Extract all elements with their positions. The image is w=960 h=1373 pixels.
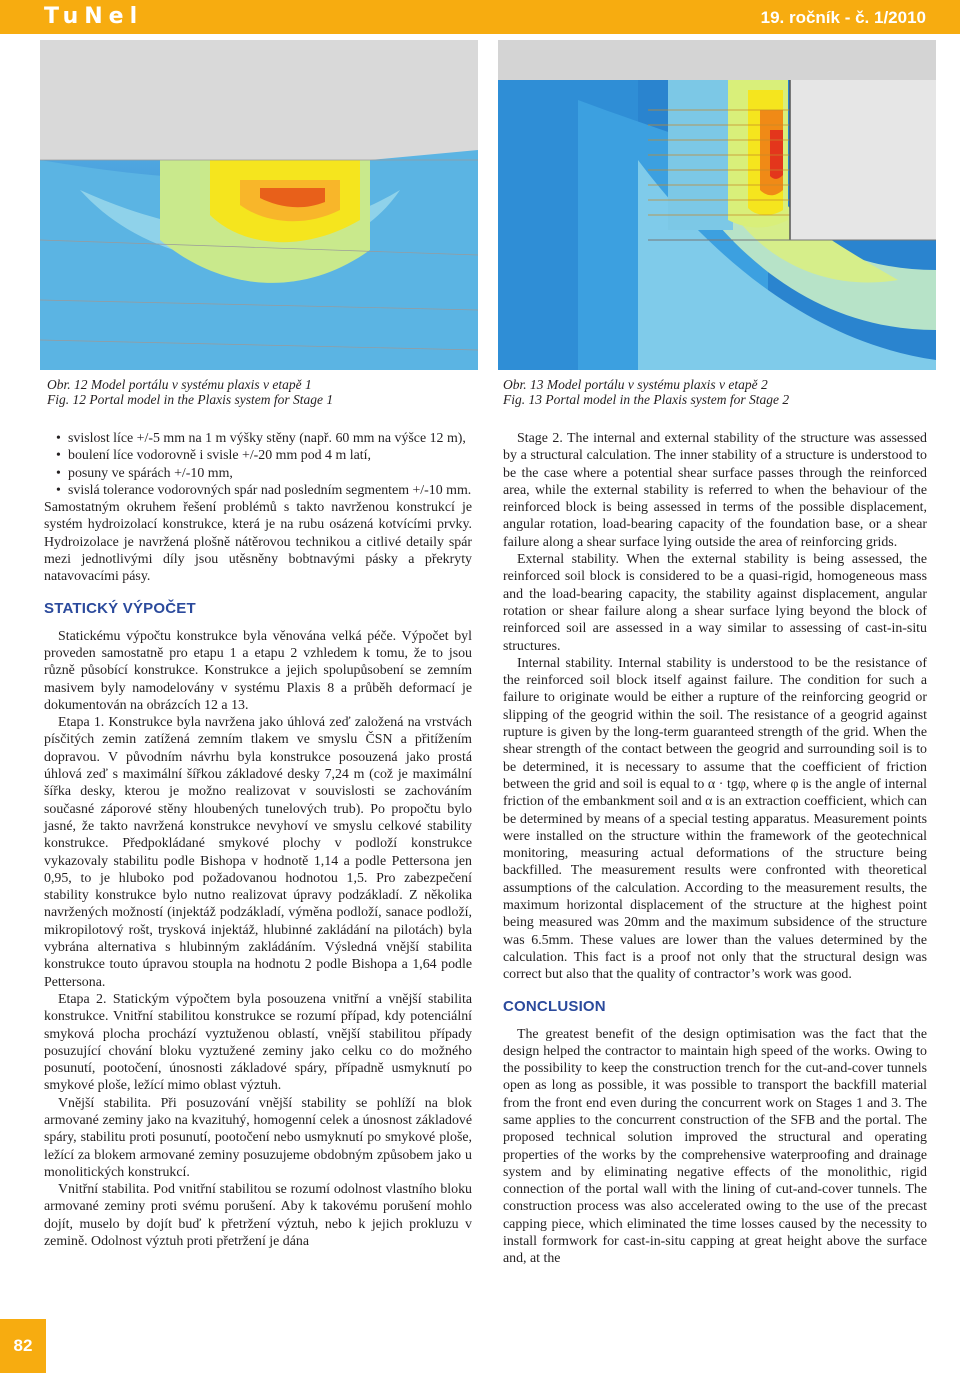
figure-13-caption-en: Fig. 13 Portal model in the Plaxis system for Stage 2 xyxy=(503,392,790,407)
paragraph-vnitrni-stabilita: Vnitřní stabilita. Pod vnitřní stabilitou se rozumí odolnost vlastního bloku armované zeminy proti svému porušení. Aby k takovému porušení mohlo dojít, muselo by dojít buď k přetržení výztuh, nebo k jejich prokluzu v zemině. Odolnost výztuh proti přetržení je dána xyxy=(44,1182,472,1250)
figure-13-caption xyxy=(503,377,923,407)
figure-12-caption xyxy=(47,377,467,407)
figure-13-plaxis-model xyxy=(498,40,936,370)
paragraph-stage-2: Stage 2. The internal and external stability of the structure was assessed by a structural calculation. The inner stability of a structure is understood to be the case where a potential shear surface passes through the reinforced area, while the external stability is referred to when the behaviour of the reinforced block is being assessed in terms of the possible displacement, angular rotation, load-bearing capacity of the foundation base, or a shear failure along a shear surface lying outside the area of reinforcing grids. xyxy=(503,431,927,550)
section-heading-conclusion: CONCLUSION xyxy=(503,997,606,1015)
list-item: • svislá tolerance vodorovných spár nad posledním segmentem +/-10 mm. xyxy=(44,482,472,499)
right-column-english xyxy=(503,430,927,1268)
left-column-czech xyxy=(44,430,472,1250)
section-heading-staticky-vypocet: STATICKÝ VÝPOČET xyxy=(44,599,196,617)
paragraph-external-stability: External stability. When the external stability is being assessed, the reinforced soil block is considered to be a quasi-rigid, homogeneous mass and the load-bearing capacity, the stability against displacement, angular rotation or shear failure along a shear surface lying beyond the block of reinforced soil are assessed in a way similar to assessing of cast-in-situ structures. xyxy=(503,552,927,654)
paragraph-etapa-1: Etapa 1. Konstrukce byla navržena jako úhlová zeď založená na vrstvách písčitých zemin zatížená zemním tlakem ve smyslu ČSN a přitížením dopravou. V původním návrhu byla konstrukce posouzená jako prostá úhlová zeď s maximální šířkou základové desky 7,24 m (což je maximální šířka desky, kterou je možno realizovat v souvislosti se zachováním současné záporové stěny hloubených tunelových trub). Po propočtu bylo jasné, že takto navržená konstrukce nevyhoví ve smyslu celkové stability konstrukce. Předpokládané smykové plochy v podloží konstrukce vykazovaly stabilitu podle Bishopa v hodnotě 1,14 a podle Pettersona jen 0,95, to je hluboko pod požadovanou hodnotou 1,5. Pro zabezpečení stability konstrukce bylo nutno realizovat úpravy podzákladí. Z několika navržených možností (injektáž podzákladí, výměna podloží, sanace podloží, mikropilotový rošt, trysková injektáž, hlubinné zakládání na pilotách) byla vybrána alternativa s hlubinným zakládáním. Výsledná vnější stabilita konstrukce touto úpravou stoupla na hodnotu 2 podle Bishopa a 1,64 podle Pettersona. xyxy=(44,715,472,990)
paragraph-conclusion: The greatest benefit of the design optimisation was the fact that the design helped the contractor to maintain high speed of the works. Owing to the possibility to keep the construction trench for the cut-and-cover tunnels open as long as possible, it was possible to transport the backfill material from the front end even during the concurrent work on Stages 1 and 3. The same applies to the concurrent construction of the SFB and the portal. The proposed technical solution improved the structural and operating properties of the works by the comprehensive waterproofing and drainage system and by eliminating negative effects of the monolithic, rigid connection of the portal wall with the lining of cut-and-cover tunnels. The construction process was also accelerated owing to the use of the precast capping piece, which eliminated the time losses caused by the necessity to install formwork for cast-in-situ capping at great height above the surface and, at the xyxy=(503,1026,927,1267)
figure-12-caption-en: Fig. 12 Portal model in the Plaxis system for Stage 1 xyxy=(47,392,334,407)
paragraph-internal-stability: Internal stability. Internal stability is understood to be the resistance of the reinforced soil block itself against failure. The condition for such a failure to originate would be either a rupture of the reinforcing geogrid or slipping of the geogrid within the soil. The resistance of a geogrid against rupture is given by the long-term guaranteed strength of the grid. When the shear strength of the contact between the geogrid and surrounding soil is to be determined, it is necessary to assume that the coefficient of friction between the grid and soil is equal to α · tgφ, where φ is the angle of internal friction of the embankment soil and α is an extraction coefficient, which can be determined by means of a special testing apparatus. Measurement points were installed on the structure within the framework of the geotechnical monitoring, measuring actual deformations of the structure being backfilled. The measurement results were confronted with theoretical assumptions of the calculation. According to the measurement results, the maximum horizontal displacement of the structure at the highest point being measured was 20mm and the maximum subsidence of the structure was 6.5mm. These values are lower than the values determined by the calculation. This fact is a proof not only that the structural design was correct but also that the quality of contractor’s work was good. xyxy=(503,655,927,983)
list-item: • svislost líce +/-5 mm na 1 m výšky stěny (např. 60 mm na výšce 12 m), xyxy=(44,430,472,447)
paragraph-vnejsi-stabilita: Vnější stabilita. Při posuzování vnější stability se pohlíží na blok armované zeminy jako na kvazituhý, homogenní celek a únosnost základové spáry, stabilitu proti posunutí, pootočení nebo usmyknutí po smykové ploše, ležící za blokem armované zeminy posuzujeme obdobným způsobem jako u monolitických konstrukcí. xyxy=(44,1095,472,1180)
magazine-logo: TuNel xyxy=(44,4,144,29)
list-item: • posuny ve spárách +/-10 mm, xyxy=(44,465,472,482)
page-number: 82 xyxy=(0,1319,46,1373)
page-header xyxy=(0,0,960,34)
figure-12-caption-cz: Obr. 12 Model portálu v systému plaxis v etapě 1 xyxy=(47,377,312,392)
issue-label: 19. ročník - č. 1/2010 xyxy=(760,8,926,27)
list-item: • boulení líce vodorovně i svisle +/-20 mm pod 4 m latí, xyxy=(44,447,472,464)
paragraph-staticky: Statickému výpočtu konstrukce byla věnována velká péče. Výpočet byl proveden samostatně pro etapu 1 a etapu 2 vzhledem k tomu, že to jsou různě působící konstrukce. Konstrukce a jejich spolupůsobení se zemním masivem byly namodelovány v systému Plaxis 8 a průběh deformací je dokumentován na obrázcích 12 a 13. xyxy=(44,628,472,713)
figure-13-plot xyxy=(498,40,936,370)
tolerance-list xyxy=(44,430,472,499)
figure-12-plot xyxy=(40,40,478,370)
paragraph-hydroizolace: Samostatným okruhem řešení problémů s takto navrženou konstrukcí je systém hydroizolací konstrukce, která je na rubu osázená kotvícími prvky. Hydroizolace je navržená plošně nátěrovou technikou a citlivé detaily spár mezi jednotlivými díly jsou utěsněny bobtnavými pásky a překryty natavovacími pásy. xyxy=(44,500,472,585)
figure-12-plaxis-model xyxy=(40,40,478,370)
paragraph-etapa-2: Etapa 2. Statickým výpočtem byla posouzena vnitřní a vnější stabilita konstrukce. Vnitřní stabilitou konstrukce se rozumí případ, kdy potenciální smyková plocha prochází vyztuženou oblastí, vnější stabilitou případy posuzující chování bloku vyztužené zeminy jako celku co do možného posunutí, pootočení, únosnosti základové spáry, případně usmyknutí po smykové ploše, ležící mimo oblast výztuh. xyxy=(44,991,472,1094)
figure-13-caption-cz: Obr. 13 Model portálu v systému plaxis v etapě 2 xyxy=(503,377,768,392)
